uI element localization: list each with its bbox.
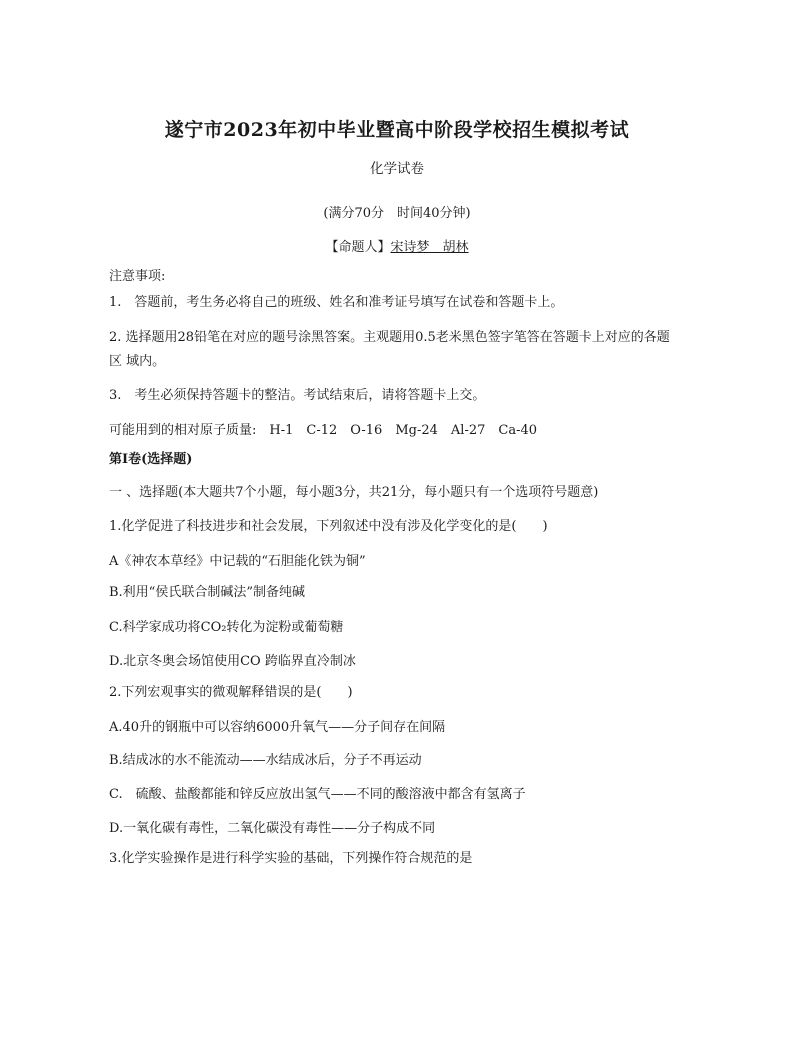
authors-names: 宋诗梦 胡林 (390, 240, 469, 255)
note-item-3: 3. 考生必须保持答题卡的整洁。考试结束后，请将答题卡上交。 (109, 388, 486, 403)
question-3-stem: 3.化学实验操作是进行科学实验的基础，下列操作符合规范的是 (109, 851, 473, 866)
question-1-option-c: C.科学家成功将CO₂转化为淀粉或葡萄糖 (109, 620, 344, 635)
question-1-stem: 1.化学促进了科技进步和社会发展，下列叙述中没有涉及化学变化的是( ) (109, 519, 548, 534)
atomic-masses: 可能用到的相对原子质量: H-1 C-12 O-16 Mg-24 Al-27 Ca-40 (109, 423, 538, 438)
question-2-option-b: B.结成冰的水不能流动——水结成冰后，分子不再运动 (109, 753, 422, 768)
note-item-2: 2. 选择题用28铅笔在对应的题号涂黑答案。主观题用0.5老米黑色签字笔答在答题卡上对应的各题区 域内。 (109, 330, 670, 369)
question-2-option-d: D.一氧化碳有毒性，二氧化碳没有毒性——分子构成不同 (109, 821, 436, 836)
exam-title: 遂宁市2023年初中毕业暨高中阶段学校招生模拟考试 (164, 119, 630, 141)
authors-line (0, 236, 794, 255)
subject-title: 化学试卷 (370, 161, 424, 177)
question-1-option-b: B.利用“侯氏联合制碱法”制备纯碱 (109, 585, 305, 600)
question-2-option-c: C. 硫酸、盐酸都能和锌反应放出氢气——不同的酸溶液中都含有氢离子 (109, 787, 526, 802)
question-1-option-a: A《神农本草经》中记载的“石胆能化铁为铜” (109, 554, 366, 569)
question-2-option-a: A.40升的钢瓶中可以容纳6000升氧气——分子间存在间隔 (109, 720, 446, 735)
notes-heading: 注意事项: (109, 269, 166, 284)
section-title: 第Ⅰ卷(选择题) (109, 452, 193, 467)
note-item-1: 1. 答题前，考生务必将自己的班级、姓名和准考证号填写在试卷和答题卡上。 (109, 295, 564, 310)
question-1-option-d: D.北京冬奥会场馆使用CO 跨临界直冷制冰 (109, 654, 356, 669)
question-2-stem: 2.下列宏观事实的微观解释错误的是( ) (109, 685, 353, 700)
authors-label: 【命题人】 (325, 240, 391, 255)
part-intro: 一 、选择题(本大题共7个小题，每小题3分，共21分，每小题只有一个选项符号题意) (109, 485, 599, 500)
score-time-info: (满分70分 时间40分钟) (323, 206, 471, 221)
